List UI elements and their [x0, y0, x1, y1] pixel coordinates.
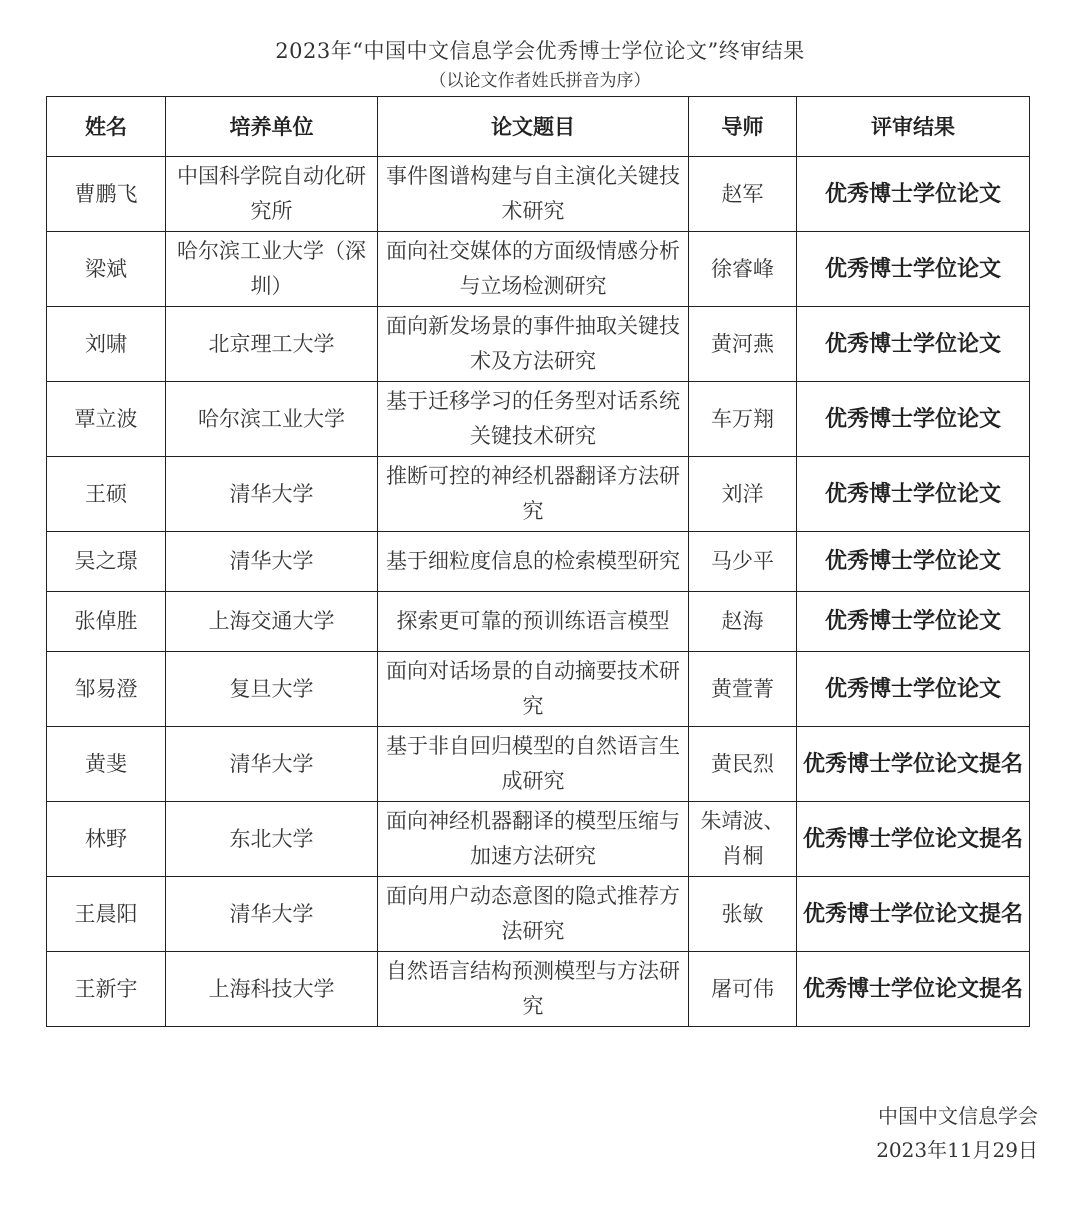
cell-advisor: 车万翔: [689, 382, 797, 457]
cell-result: 优秀博士学位论文: [797, 307, 1030, 382]
cell-thesis: 基于迁移学习的任务型对话系统关键技术研究: [378, 382, 689, 457]
cell-advisor: 赵海: [689, 592, 797, 652]
cell-result: 优秀博士学位论文: [797, 382, 1030, 457]
cell-unit: 东北大学: [166, 802, 378, 877]
footer-organization: 中国中文信息学会: [878, 1104, 1038, 1128]
cell-result: 优秀博士学位论文提名: [797, 802, 1030, 877]
cell-unit: 清华大学: [166, 877, 378, 952]
page-subtitle: （以论文作者姓氏拼音为序）: [429, 71, 651, 91]
table-row: [47, 592, 1030, 652]
cell-result: 优秀博士学位论文提名: [797, 877, 1030, 952]
cell-unit: 哈尔滨工业大学（深圳）: [166, 232, 378, 307]
cell-unit: 复旦大学: [166, 652, 378, 727]
cell-name: 王硕: [47, 457, 166, 532]
cell-name: 王新宇: [47, 952, 166, 1027]
table-row: [47, 652, 1030, 727]
cell-name: 邹易澄: [47, 652, 166, 727]
header-advisor: 导师: [689, 97, 797, 157]
cell-advisor: 徐睿峰: [689, 232, 797, 307]
table-row: [47, 307, 1030, 382]
cell-thesis: 面向社交媒体的方面级情感分析与立场检测研究: [378, 232, 689, 307]
cell-result: 优秀博士学位论文提名: [797, 952, 1030, 1027]
cell-name: 刘啸: [47, 307, 166, 382]
cell-unit: 上海科技大学: [166, 952, 378, 1027]
cell-result: 优秀博士学位论文: [797, 157, 1030, 232]
cell-name: 林野: [47, 802, 166, 877]
cell-thesis: 基于细粒度信息的检索模型研究: [378, 532, 689, 592]
header-name: 姓名: [47, 97, 166, 157]
cell-result: 优秀博士学位论文: [797, 532, 1030, 592]
header-thesis: 论文题目: [378, 97, 689, 157]
cell-advisor: 马少平: [689, 532, 797, 592]
table-row: [47, 232, 1030, 307]
cell-result: 优秀博士学位论文提名: [797, 727, 1030, 802]
page-title: 2023年“中国中文信息学会优秀博士学位论文”终审结果: [275, 39, 805, 63]
cell-result: 优秀博士学位论文: [797, 457, 1030, 532]
cell-unit: 北京理工大学: [166, 307, 378, 382]
cell-thesis: 探索更可靠的预训练语言模型: [378, 592, 689, 652]
cell-result: 优秀博士学位论文: [797, 232, 1030, 307]
results-table: [46, 96, 1030, 1027]
table-row: [47, 727, 1030, 802]
table-row: [47, 877, 1030, 952]
cell-result: 优秀博士学位论文: [797, 652, 1030, 727]
cell-advisor: 黄河燕: [689, 307, 797, 382]
header-result: 评审结果: [797, 97, 1030, 157]
cell-unit: 中国科学院自动化研究所: [166, 157, 378, 232]
cell-advisor: 张敏: [689, 877, 797, 952]
cell-name: 梁斌: [47, 232, 166, 307]
cell-unit: 清华大学: [166, 532, 378, 592]
table-header-row: [47, 97, 1030, 157]
table-row: [47, 952, 1030, 1027]
cell-name: 黄斐: [47, 727, 166, 802]
cell-unit: 清华大学: [166, 457, 378, 532]
cell-advisor: 黄民烈: [689, 727, 797, 802]
cell-advisor: 屠可伟: [689, 952, 797, 1027]
footer-date: 2023年11月29日: [876, 1138, 1038, 1162]
cell-thesis: 事件图谱构建与自主演化关键技术研究: [378, 157, 689, 232]
cell-thesis: 面向神经机器翻译的模型压缩与加速方法研究: [378, 802, 689, 877]
cell-name: 曹鹏飞: [47, 157, 166, 232]
cell-thesis: 自然语言结构预测模型与方法研究: [378, 952, 689, 1027]
cell-result: 优秀博士学位论文: [797, 592, 1030, 652]
cell-advisor: 刘洋: [689, 457, 797, 532]
table-row: [47, 532, 1030, 592]
table-row: [47, 457, 1030, 532]
cell-name: 吴之璟: [47, 532, 166, 592]
cell-unit: 清华大学: [166, 727, 378, 802]
cell-advisor: 朱靖波、肖桐: [689, 802, 797, 877]
table-row: [47, 382, 1030, 457]
cell-advisor: 赵军: [689, 157, 797, 232]
cell-thesis: 推断可控的神经机器翻译方法研究: [378, 457, 689, 532]
table-row: [47, 802, 1030, 877]
cell-thesis: 面向新发场景的事件抽取关键技术及方法研究: [378, 307, 689, 382]
cell-name: 王晨阳: [47, 877, 166, 952]
cell-name: 张倬胜: [47, 592, 166, 652]
cell-thesis: 面向对话场景的自动摘要技术研究: [378, 652, 689, 727]
cell-unit: 上海交通大学: [166, 592, 378, 652]
header-unit: 培养单位: [166, 97, 378, 157]
cell-advisor: 黄萱菁: [689, 652, 797, 727]
cell-name: 覃立波: [47, 382, 166, 457]
cell-thesis: 面向用户动态意图的隐式推荐方法研究: [378, 877, 689, 952]
table-row: [47, 157, 1030, 232]
cell-unit: 哈尔滨工业大学: [166, 382, 378, 457]
cell-thesis: 基于非自回归模型的自然语言生成研究: [378, 727, 689, 802]
